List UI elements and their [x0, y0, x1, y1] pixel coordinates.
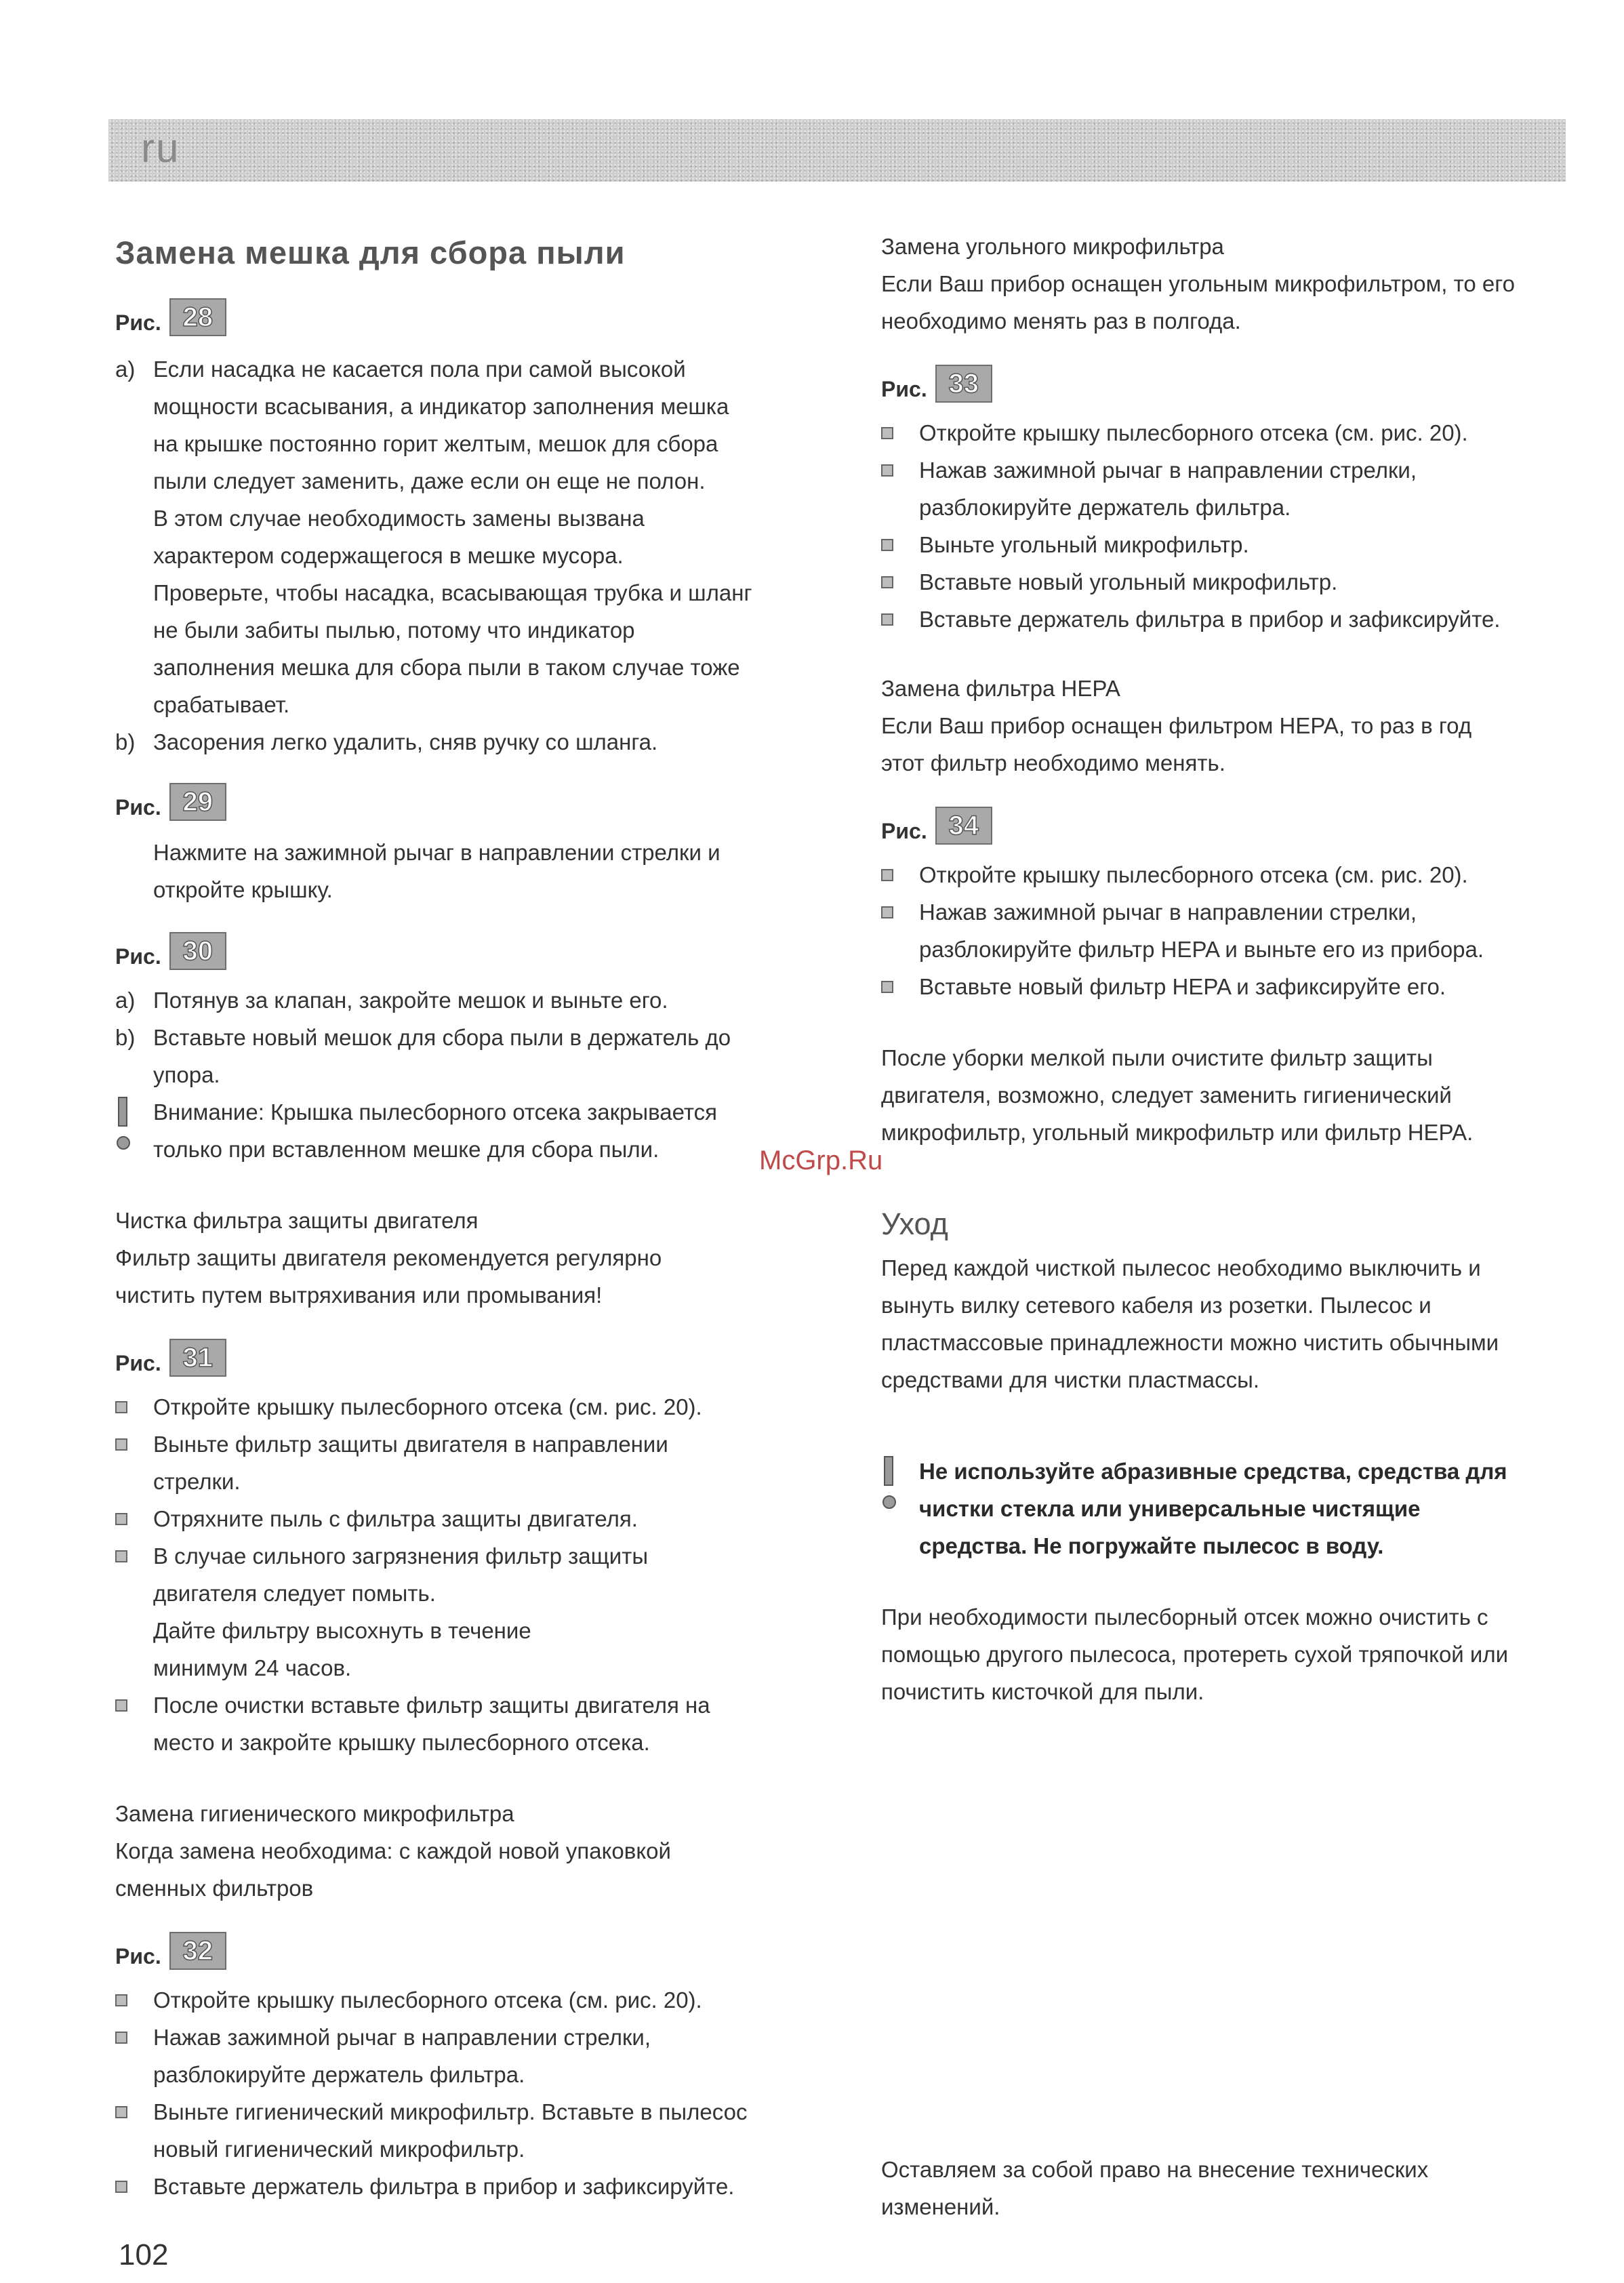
bullet-icon: [115, 2106, 127, 2118]
subheading-carbon-filter: Замена угольного микрофильтра: [881, 234, 1224, 259]
text-line: Засорения легко удалить, сняв ручку со шланга.: [153, 729, 658, 754]
figure-ref-32: [115, 1932, 226, 1970]
care-heading: Уход: [881, 1207, 948, 1241]
text-line: срабатывает.: [153, 692, 290, 717]
text-line: упора.: [153, 1062, 220, 1087]
warning-icon: [884, 1456, 893, 1486]
note-dot-icon: [117, 1136, 130, 1150]
text-line: откройте крышку.: [153, 877, 333, 902]
text-line: Выньте гигиенический микрофильтр. Вставьте в пылесос: [153, 2099, 748, 2124]
text-line: Вставьте новый фильтр HEPA и зафиксируйте его.: [919, 974, 1446, 999]
bullet-icon: [881, 869, 893, 881]
step-marker: b): [115, 729, 136, 754]
bullet-icon: [115, 1513, 127, 1525]
text-line: стрелки.: [153, 1469, 241, 1494]
bullet-icon: [115, 2032, 127, 2044]
text-line: Если Ваш прибор оснащен фильтром HEPA, то раз в год: [881, 713, 1472, 738]
text-line: Если насадка не касается пола при самой высокой: [153, 357, 686, 382]
warning-text-line: Не используйте абразивные средства, средства для: [919, 1459, 1507, 1484]
bullet-icon: [881, 906, 893, 918]
page-number: 102: [119, 2238, 169, 2271]
text-line: Фильтр защиты двигателя рекомендуется регулярно: [115, 1245, 662, 1270]
text-line: заполнения мешка для сбора пыли в таком случае тоже: [153, 655, 740, 680]
figure-ref-33: [881, 365, 992, 403]
subheading-hepa-filter: Замена фильтра HEPA: [881, 676, 1120, 701]
disclaimer-line: Оставляем за собой право на внесение технических: [881, 2157, 1429, 2182]
text-line: Откройте крышку пылесборного отсека (см. рис. 20).: [919, 862, 1468, 887]
figure-ref-28: [115, 298, 226, 336]
figure-label: Рис.: [115, 944, 161, 969]
figure-ref-29: [115, 783, 226, 821]
text-line: необходимо менять раз в полгода.: [881, 308, 1241, 334]
text-line: Нажав зажимной рычаг в направлении стрелки,: [919, 900, 1417, 925]
text-line: сменных фильтров: [115, 1876, 314, 1901]
bullet-icon: [115, 1994, 127, 2006]
figure-label: Рис.: [115, 310, 161, 335]
disclaimer-line: изменений.: [881, 2194, 1000, 2219]
text-line: вынуть вилку сетевого кабеля из розетки. Пылесос и: [881, 1293, 1432, 1318]
text-line: разблокируйте держатель фильтра.: [919, 495, 1291, 520]
bullet-icon: [881, 981, 893, 993]
text-line: Нажав зажимной рычаг в направлении стрелки,: [919, 458, 1417, 483]
figure-label: Рис.: [881, 377, 927, 401]
text-line: пыли следует заменить, даже если он еще не полон.: [153, 468, 706, 493]
text-line: двигателя следует помыть.: [153, 1581, 436, 1606]
step-marker: b): [115, 1025, 136, 1050]
note-text-line: только при вставленном мешке для сбора пыли.: [153, 1137, 659, 1162]
text-line: При необходимости пылесборный отсек можно очистить с: [881, 1604, 1488, 1630]
text-line: Откройте крышку пылесборного отсека (см. рис. 20).: [919, 420, 1468, 445]
step-marker: a): [115, 988, 136, 1013]
text-line: Откройте крышку пылесборного отсека (см. рис. 20).: [153, 1987, 702, 2013]
bullet-icon: [115, 1401, 127, 1413]
warning-text-line: чистки стекла или универсальные чистящие: [919, 1496, 1421, 1521]
figure-number-badge: 32: [169, 1932, 226, 1970]
bullet-icon: [881, 427, 893, 439]
subheading-hygiene-filter: Замена гигиенического микрофильтра: [115, 1801, 514, 1826]
text-line: этот фильтр необходимо менять.: [881, 750, 1225, 775]
text-line: Перед каждой чисткой пылесос необходимо выключить и: [881, 1255, 1481, 1280]
bullet-icon: [115, 1550, 127, 1562]
step-marker: a): [115, 357, 136, 382]
text-line: двигателя, возможно, следует заменить гигиенический: [881, 1083, 1452, 1108]
text-line: Вставьте новый угольный микрофильтр.: [919, 569, 1338, 594]
text-line: В случае сильного загрязнения фильтр защиты: [153, 1543, 649, 1569]
bullet-icon: [115, 1699, 127, 1712]
text-line: Вставьте новый мешок для сбора пыли в держатель до: [153, 1025, 731, 1050]
section-title: Замена мешка для сбора пыли: [115, 235, 626, 270]
text-line: Потянув за клапан, закройте мешок и выньте его.: [153, 988, 668, 1013]
text-line: чистить путем вытряхивания или промывания!: [115, 1282, 603, 1308]
text-line: почистить кисточкой для пыли.: [881, 1679, 1204, 1704]
figure-ref-31: [115, 1339, 226, 1377]
warning-text-line: средства. Не погружайте пылесос в воду.: [919, 1533, 1384, 1558]
bullet-icon: [881, 576, 893, 588]
text-line: После уборки мелкой пыли очистите фильтр защиты: [881, 1045, 1433, 1070]
text-line: разблокируйте фильтр HEPA и выньте его из прибора.: [919, 937, 1484, 962]
text-line: мощности всасывания, а индикатор заполнения мешка: [153, 394, 729, 419]
figure-number-badge: 31: [169, 1339, 226, 1377]
text-line: Выньте фильтр защиты двигателя в направлении: [153, 1432, 668, 1457]
text-line: После очистки вставьте фильтр защиты двигателя на: [153, 1693, 710, 1718]
bullet-icon: [881, 464, 893, 477]
bullet-icon: [115, 1438, 127, 1451]
text-line: В этом случае необходимость замены вызвана: [153, 506, 645, 531]
text-line: пластмассовые принадлежности можно чистить обычными: [881, 1330, 1499, 1355]
note-icon: [118, 1097, 127, 1127]
figure-label: Рис.: [115, 1944, 161, 1968]
text-line: Откройте крышку пылесборного отсека (см. рис. 20).: [153, 1394, 702, 1419]
figure-number-badge: 29: [169, 783, 226, 821]
watermark-text: McGrp.Ru: [759, 1146, 883, 1175]
bullet-icon: [115, 2181, 127, 2193]
figure-number-badge: 30: [169, 932, 226, 970]
text-line: Нажмите на зажимной рычаг в направлении стрелки и: [153, 840, 720, 865]
text-line: характером содержащегося в мешке мусора.: [153, 543, 624, 568]
text-line: на крышке постоянно горит желтым, мешок для сбора: [153, 431, 718, 456]
header-band: [108, 119, 1566, 182]
note-text-line: Внимание: Крышка пылесборного отсека закрывается: [153, 1099, 718, 1125]
text-line: Дайте фильтру высохнуть в течение: [153, 1618, 531, 1643]
text-line: микрофильтр, угольный микрофильтр или фильтр HEPA.: [881, 1120, 1474, 1145]
figure-label: Рис.: [115, 1351, 161, 1375]
bullet-icon: [881, 613, 893, 626]
text-line: разблокируйте держатель фильтра.: [153, 2062, 525, 2087]
figure-number-badge: 33: [935, 365, 992, 403]
text-line: место и закройте крышку пылесборного отсека.: [153, 1730, 650, 1755]
text-line: минимум 24 часов.: [153, 1655, 352, 1680]
text-line: не были забиты пылью, потому что индикатор: [153, 618, 635, 643]
figure-ref-30: [115, 932, 226, 970]
text-line: Вставьте держатель фильтра в прибор и зафиксируйте.: [919, 607, 1501, 632]
figure-number-badge: 28: [169, 298, 226, 336]
text-line: новый гигиенический микрофильтр.: [153, 2137, 525, 2162]
text-line: Отряхните пыль с фильтра защиты двигателя.: [153, 1506, 638, 1531]
language-code: ru: [141, 125, 180, 171]
text-line: Выньте угольный микрофильтр.: [919, 532, 1249, 557]
warning-dot-icon: [882, 1495, 896, 1509]
text-line: помощью другого пылесоса, протереть сухой тряпочкой или: [881, 1642, 1509, 1667]
figure-label: Рис.: [881, 819, 927, 843]
text-line: Если Ваш прибор оснащен угольным микрофильтром, то его: [881, 271, 1515, 296]
text-line: Вставьте держатель фильтра в прибор и зафиксируйте.: [153, 2174, 735, 2199]
text-line: Нажав зажимной рычаг в направлении стрелки,: [153, 2025, 651, 2050]
text-line: Когда замена необходима: с каждой новой упаковкой: [115, 1838, 671, 1863]
figure-ref-34: [881, 807, 992, 845]
text-line: Проверьте, чтобы насадка, всасывающая трубка и шланг: [153, 580, 752, 605]
bullet-icon: [881, 539, 893, 551]
figure-label: Рис.: [115, 795, 161, 820]
figure-number-badge: 34: [935, 807, 992, 845]
text-line: средствами для чистки пластмассы.: [881, 1367, 1260, 1392]
subheading-motor-filter: Чистка фильтра защиты двигателя: [115, 1208, 479, 1233]
